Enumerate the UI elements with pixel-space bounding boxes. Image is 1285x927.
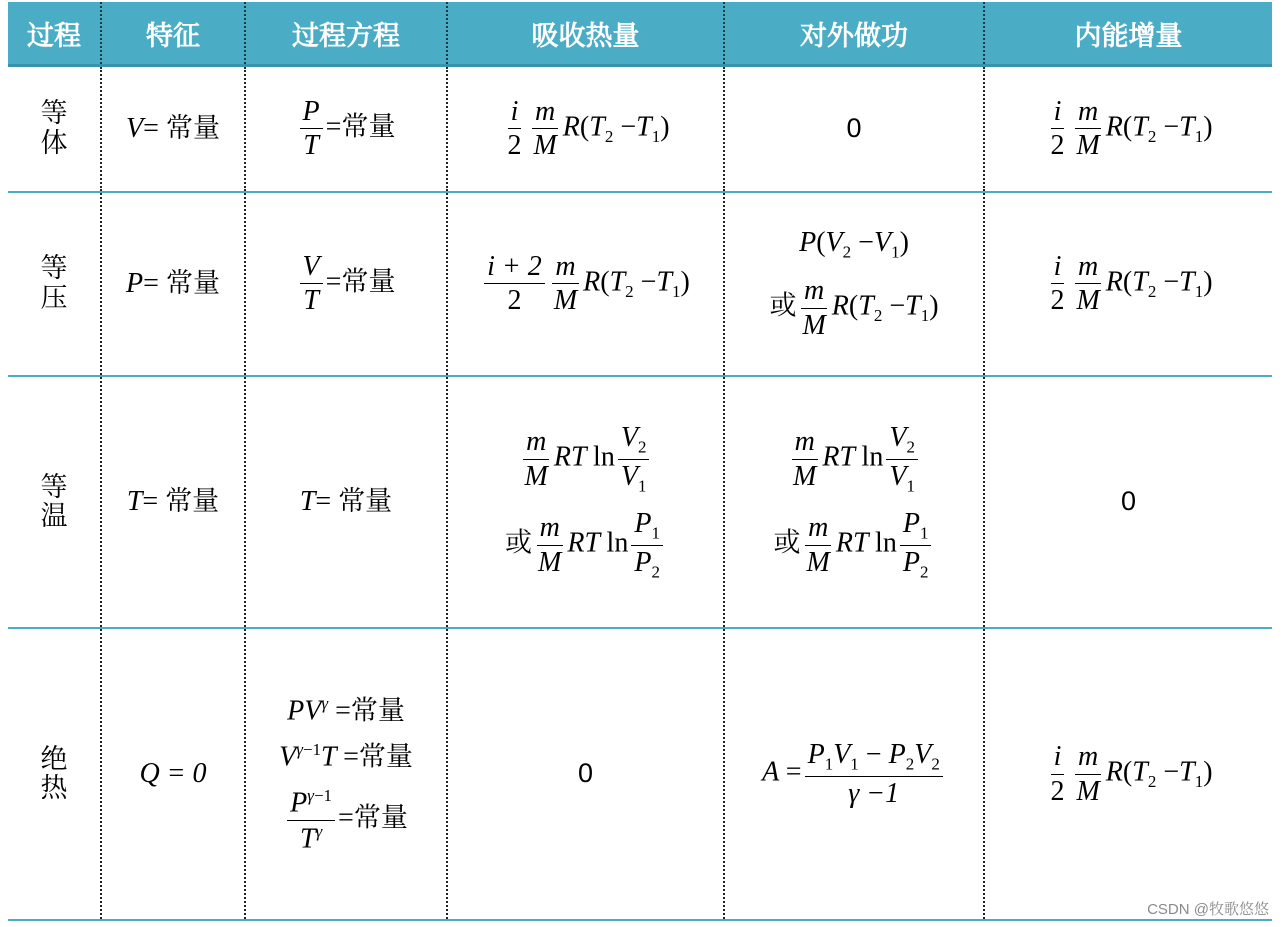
header-process: 过程 <box>8 2 101 66</box>
header-heat-absorbed: 吸收热量 <box>447 2 724 66</box>
work-cell: $P(V_2 -V_1)$ 或 $\frac{m}{M}$ $R(T_2 -T_1)$ <box>724 192 984 376</box>
feature-cell: P= 常量 <box>101 192 245 376</box>
header-internal-energy: 内能增量 <box>984 2 1272 66</box>
feature-cell: T= 常量 <box>101 376 245 628</box>
watermark: CSDN @牧歌悠悠 <box>1147 901 1269 918</box>
process-isobaric <box>8 192 101 376</box>
header-feature: 特征 <box>101 2 245 66</box>
work-cell: $\frac{m}{M}$ RT ln $\frac{V_2}{V_1}$ 或 $\frac{m}{M}$ RT ln $\frac{P_1}{P_2}$ <box>724 376 984 628</box>
process-char: 压 <box>40 282 68 314</box>
equation-cell: $PV^\gamma$ =常量 $V^{\gamma-1}T$ =常量 $\frac{P^{\gamma-1}}{T^\gamma}$ =常量 <box>245 628 447 920</box>
heat-cell: $\frac{i}{2}$ $\frac{m}{M}$ $R(T_2 -T_1)$ <box>447 66 724 192</box>
energy-cell: $\frac{i}{2}$ $\frac{m}{M}$ $R(T_2 -T_1)$ <box>984 628 1272 920</box>
feature-cell: V= 常量 <box>101 66 245 192</box>
equation-cell: T= 常量 <box>245 376 447 628</box>
process-char: 绝 <box>40 743 68 775</box>
process-adiabatic <box>8 628 101 920</box>
heat-cell: $\frac{m}{M}$ RT ln $\frac{V_2}{V_1}$ 或 $\frac{m}{M}$ RT ln $\frac{P_1}{P_2}$ <box>447 376 724 628</box>
process-char: 等 <box>40 253 68 285</box>
equation-cell: $\frac{V}{T}$ =常量 <box>245 192 447 376</box>
header-row <box>8 2 1272 66</box>
process-char: 等 <box>40 471 68 503</box>
header-work-done: 对外做功 <box>724 2 984 66</box>
heat-cell: $\frac{i + 2}{2}$ $\frac{m}{M}$ $R(T_2 -T_1)$ <box>447 192 724 376</box>
process-char: 温 <box>40 501 68 533</box>
process-isochoric <box>8 66 101 192</box>
process-isothermal <box>8 376 101 628</box>
table-row <box>8 628 1272 920</box>
work-cell: A = $\frac{P_1V_1 - P_2V_2}{\gamma -1}$ <box>724 628 984 920</box>
table-row <box>8 66 1272 192</box>
heat-cell: 0 <box>447 628 724 920</box>
equation-cell: $\frac{P}{T}$ =常量 <box>245 66 447 192</box>
process-char: 体 <box>40 127 68 159</box>
process-char: 热 <box>40 773 68 805</box>
work-cell: 0 <box>724 66 984 192</box>
table-row <box>8 376 1272 628</box>
table-row <box>8 192 1272 376</box>
process-char: 等 <box>40 98 68 130</box>
energy-cell: $\frac{i}{2}$ $\frac{m}{M}$ $R(T_2 -T_1)$ <box>984 192 1272 376</box>
energy-cell: $\frac{i}{2}$ $\frac{m}{M}$ $R(T_2 -T_1)$ <box>984 66 1272 192</box>
header-equation: 过程方程 <box>245 2 447 66</box>
thermodynamics-table <box>8 2 1272 921</box>
energy-cell: 0 <box>984 376 1272 628</box>
feature-cell: Q = 0 <box>101 628 245 920</box>
